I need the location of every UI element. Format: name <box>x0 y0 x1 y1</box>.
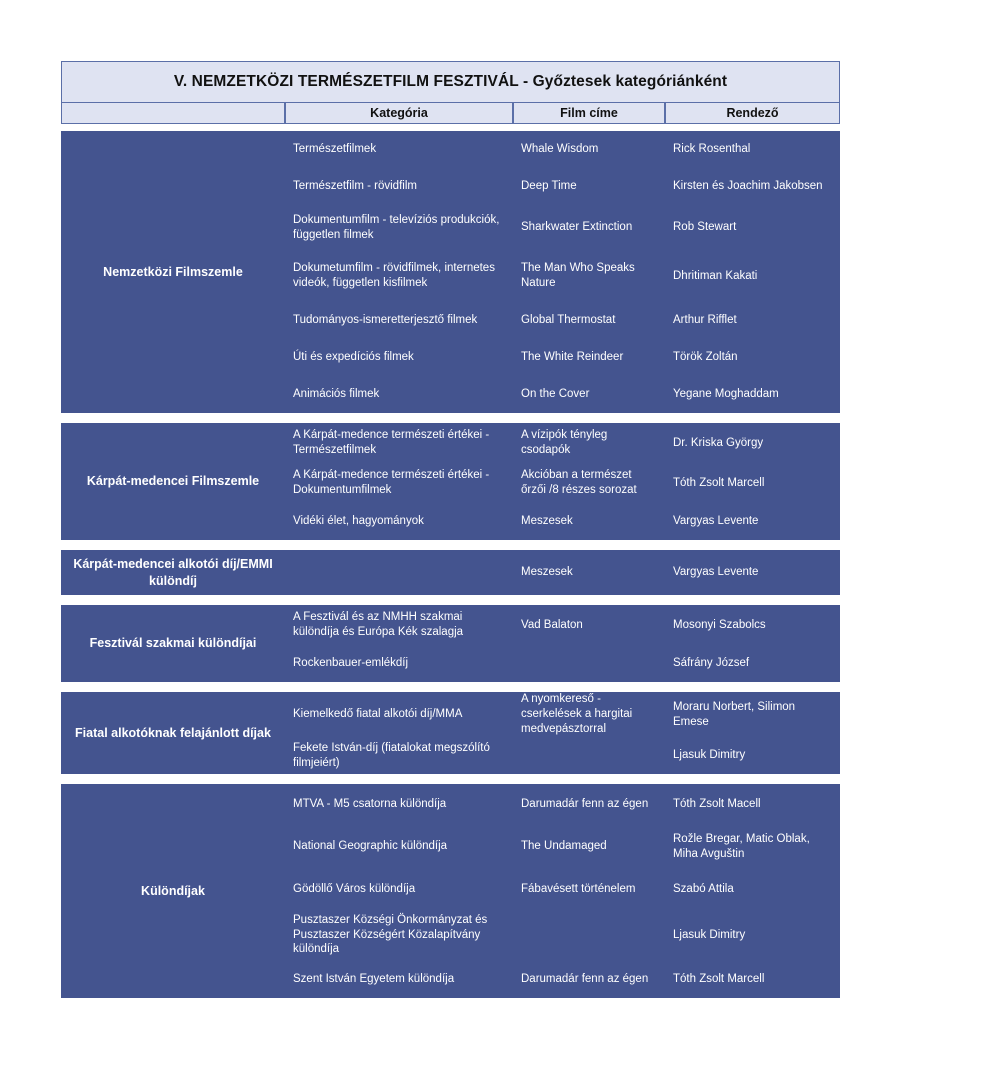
cell-director: Tóth Zsolt Marcell <box>673 973 765 986</box>
table-row <box>285 250 840 302</box>
award-group-label: Kárpát-medencei Filmszemle <box>86 474 260 489</box>
table-body <box>61 131 840 998</box>
cell-director: Török Zoltán <box>673 351 738 364</box>
award-group-label: Nemzetközi Filmszemle <box>103 264 243 279</box>
table-row <box>285 869 840 909</box>
cell-director: Tóth Zsolt Macell <box>673 797 761 810</box>
header-director: Rendező <box>665 103 840 124</box>
award-group-label: Kárpát-medencei alkotói díj/EMMI különdíj <box>73 556 273 588</box>
award-group-block <box>61 550 840 595</box>
cell-category: Rockenbauer-emlékdíj <box>293 657 409 670</box>
award-group-label: Fesztivál szakmai különdíjai <box>89 636 257 651</box>
cell-director: Moraru Norbert, Silimon Emese <box>673 700 796 728</box>
award-group-block <box>61 423 840 540</box>
cell-film: The Undamaged <box>521 840 607 853</box>
cell-category: A Kárpát-medence természeti értékei - Természetfilmek <box>293 429 490 456</box>
table-row <box>285 961 840 998</box>
cell-director: Rick Rosenthal <box>673 143 751 156</box>
table-row <box>285 550 840 595</box>
cell-category: Vidéki élet, hagyományok <box>293 515 424 528</box>
table-row <box>285 168 840 205</box>
cell-director: Szabó Attila <box>673 882 734 895</box>
table-row <box>285 784 840 824</box>
cell-category: Dokumetumfilm - rövidfilmek, internetes videók, független kisfilmek <box>293 262 495 289</box>
award-rows <box>285 423 840 540</box>
cell-director: Yegane Moghaddam <box>673 388 779 401</box>
cell-category: Úti és expedíciós filmek <box>293 351 414 364</box>
cell-director: Kirsten és Joachim Jakobsen <box>673 180 823 193</box>
cell-film: The White Reindeer <box>521 351 624 364</box>
award-group-label: Fiatal alkotóknak felajánlott díjak <box>75 725 271 740</box>
cell-film: Sharkwater Extinction <box>521 221 633 234</box>
awards-table <box>61 61 840 998</box>
table-row <box>285 503 840 540</box>
award-rows <box>285 550 840 595</box>
cell-film: Meszesek <box>521 566 573 579</box>
page-title: V. NEMZETKÖZI TERMÉSZETFILM FESZTIVÁL - Győztesek kategóriánként <box>173 73 728 90</box>
cell-category: Dokumentumfilm - televíziós produkciók, független filmek <box>293 213 500 241</box>
table-row <box>285 302 840 339</box>
cell-film: On the Cover <box>521 388 590 401</box>
header-group <box>61 103 285 124</box>
award-group-block <box>61 131 840 413</box>
award-rows <box>285 131 840 413</box>
cell-film: Deep Time <box>521 180 577 193</box>
cell-director: Arthur Rifflet <box>673 314 737 327</box>
table-row <box>285 339 840 376</box>
table-row <box>285 605 840 645</box>
cell-director: Mosonyi Szabolcs <box>673 618 766 631</box>
cell-category: Tudományos-ismeretterjesztő filmek <box>293 314 478 327</box>
cell-film: Whale Wisdom <box>521 143 599 156</box>
award-group-block <box>61 605 840 682</box>
table-title-bar <box>61 61 840 103</box>
cell-film: Vad Balaton <box>521 618 583 631</box>
award-rows <box>285 784 840 998</box>
table-row <box>285 824 840 869</box>
table-row <box>285 463 840 503</box>
cell-film: The Man Who Speaks Nature <box>521 262 635 289</box>
cell-film: Fábavésett történelem <box>521 882 636 895</box>
cell-category: Animációs filmek <box>293 388 380 401</box>
cell-category: Fekete István-díj (fiatalokat megszólító filmjeiért) <box>293 741 490 769</box>
cell-film: Akcióban a természet őrzői /8 részes sorozat <box>521 469 637 496</box>
cell-film: Meszesek <box>521 515 573 528</box>
award-rows <box>285 692 840 774</box>
cell-film: Darumadár fenn az égen <box>521 797 649 810</box>
cell-film: Darumadár fenn az égen <box>521 973 649 986</box>
cell-category: Természetfilmek <box>293 143 377 156</box>
cell-director: Ljasuk Dimitry <box>673 928 746 941</box>
award-group-label: Különdíjak <box>141 883 205 898</box>
table-row <box>285 692 840 737</box>
cell-director: Dhritiman Kakati <box>673 269 758 282</box>
cell-category: A Kárpát-medence természeti értékei - Dokumentumfilmek <box>293 469 490 496</box>
cell-film: A vízipók tényleg csodapók <box>521 429 608 456</box>
cell-director: Vargyas Levente <box>673 566 759 579</box>
award-group-block <box>61 692 840 774</box>
cell-category: Kiemelkedő fiatal alkotói díj/MMA <box>293 708 463 721</box>
header-category: Kategória <box>285 103 513 124</box>
cell-category: A Fesztivál és az NMHH szakmai különdíja és Európa Kék szalagja <box>293 611 464 638</box>
cell-director: Ljasuk Dimitry <box>673 749 746 762</box>
award-rows <box>285 605 840 682</box>
cell-category: Gödöllő Város különdíja <box>293 882 416 895</box>
cell-director: Vargyas Levente <box>673 515 759 528</box>
table-header-row <box>61 103 840 124</box>
cell-director: Tóth Zsolt Marcell <box>673 476 765 489</box>
award-group-block <box>61 784 840 998</box>
cell-category: Pusztaszer Községi Önkormányzat és Pusztaszer Községért Közalapítvány különdíja <box>293 913 488 956</box>
cell-director: Sáfrány József <box>673 657 750 670</box>
table-row <box>285 909 840 961</box>
cell-category: National Geographic különdíja <box>293 840 448 853</box>
table-row <box>285 737 840 774</box>
cell-director: Dr. Kriska György <box>673 436 764 449</box>
table-row <box>285 423 840 463</box>
cell-director: Rožle Bregar, Matic Oblak, Miha Avguštin <box>673 832 810 860</box>
table-row <box>285 205 840 250</box>
table-row <box>285 645 840 682</box>
cell-category: Természetfilm - rövidfilm <box>293 180 417 193</box>
cell-category: Szent István Egyetem különdíja <box>293 973 455 986</box>
header-film: Film címe <box>513 103 665 124</box>
cell-film: A nyomkereső - cserkelések a hargitai medvepásztorral <box>521 693 633 735</box>
cell-category: MTVA - M5 csatorna különdíja <box>293 797 447 810</box>
table-row <box>285 376 840 413</box>
cell-director: Rob Stewart <box>673 221 737 234</box>
table-row <box>285 131 840 168</box>
cell-film: Global Thermostat <box>521 314 616 327</box>
